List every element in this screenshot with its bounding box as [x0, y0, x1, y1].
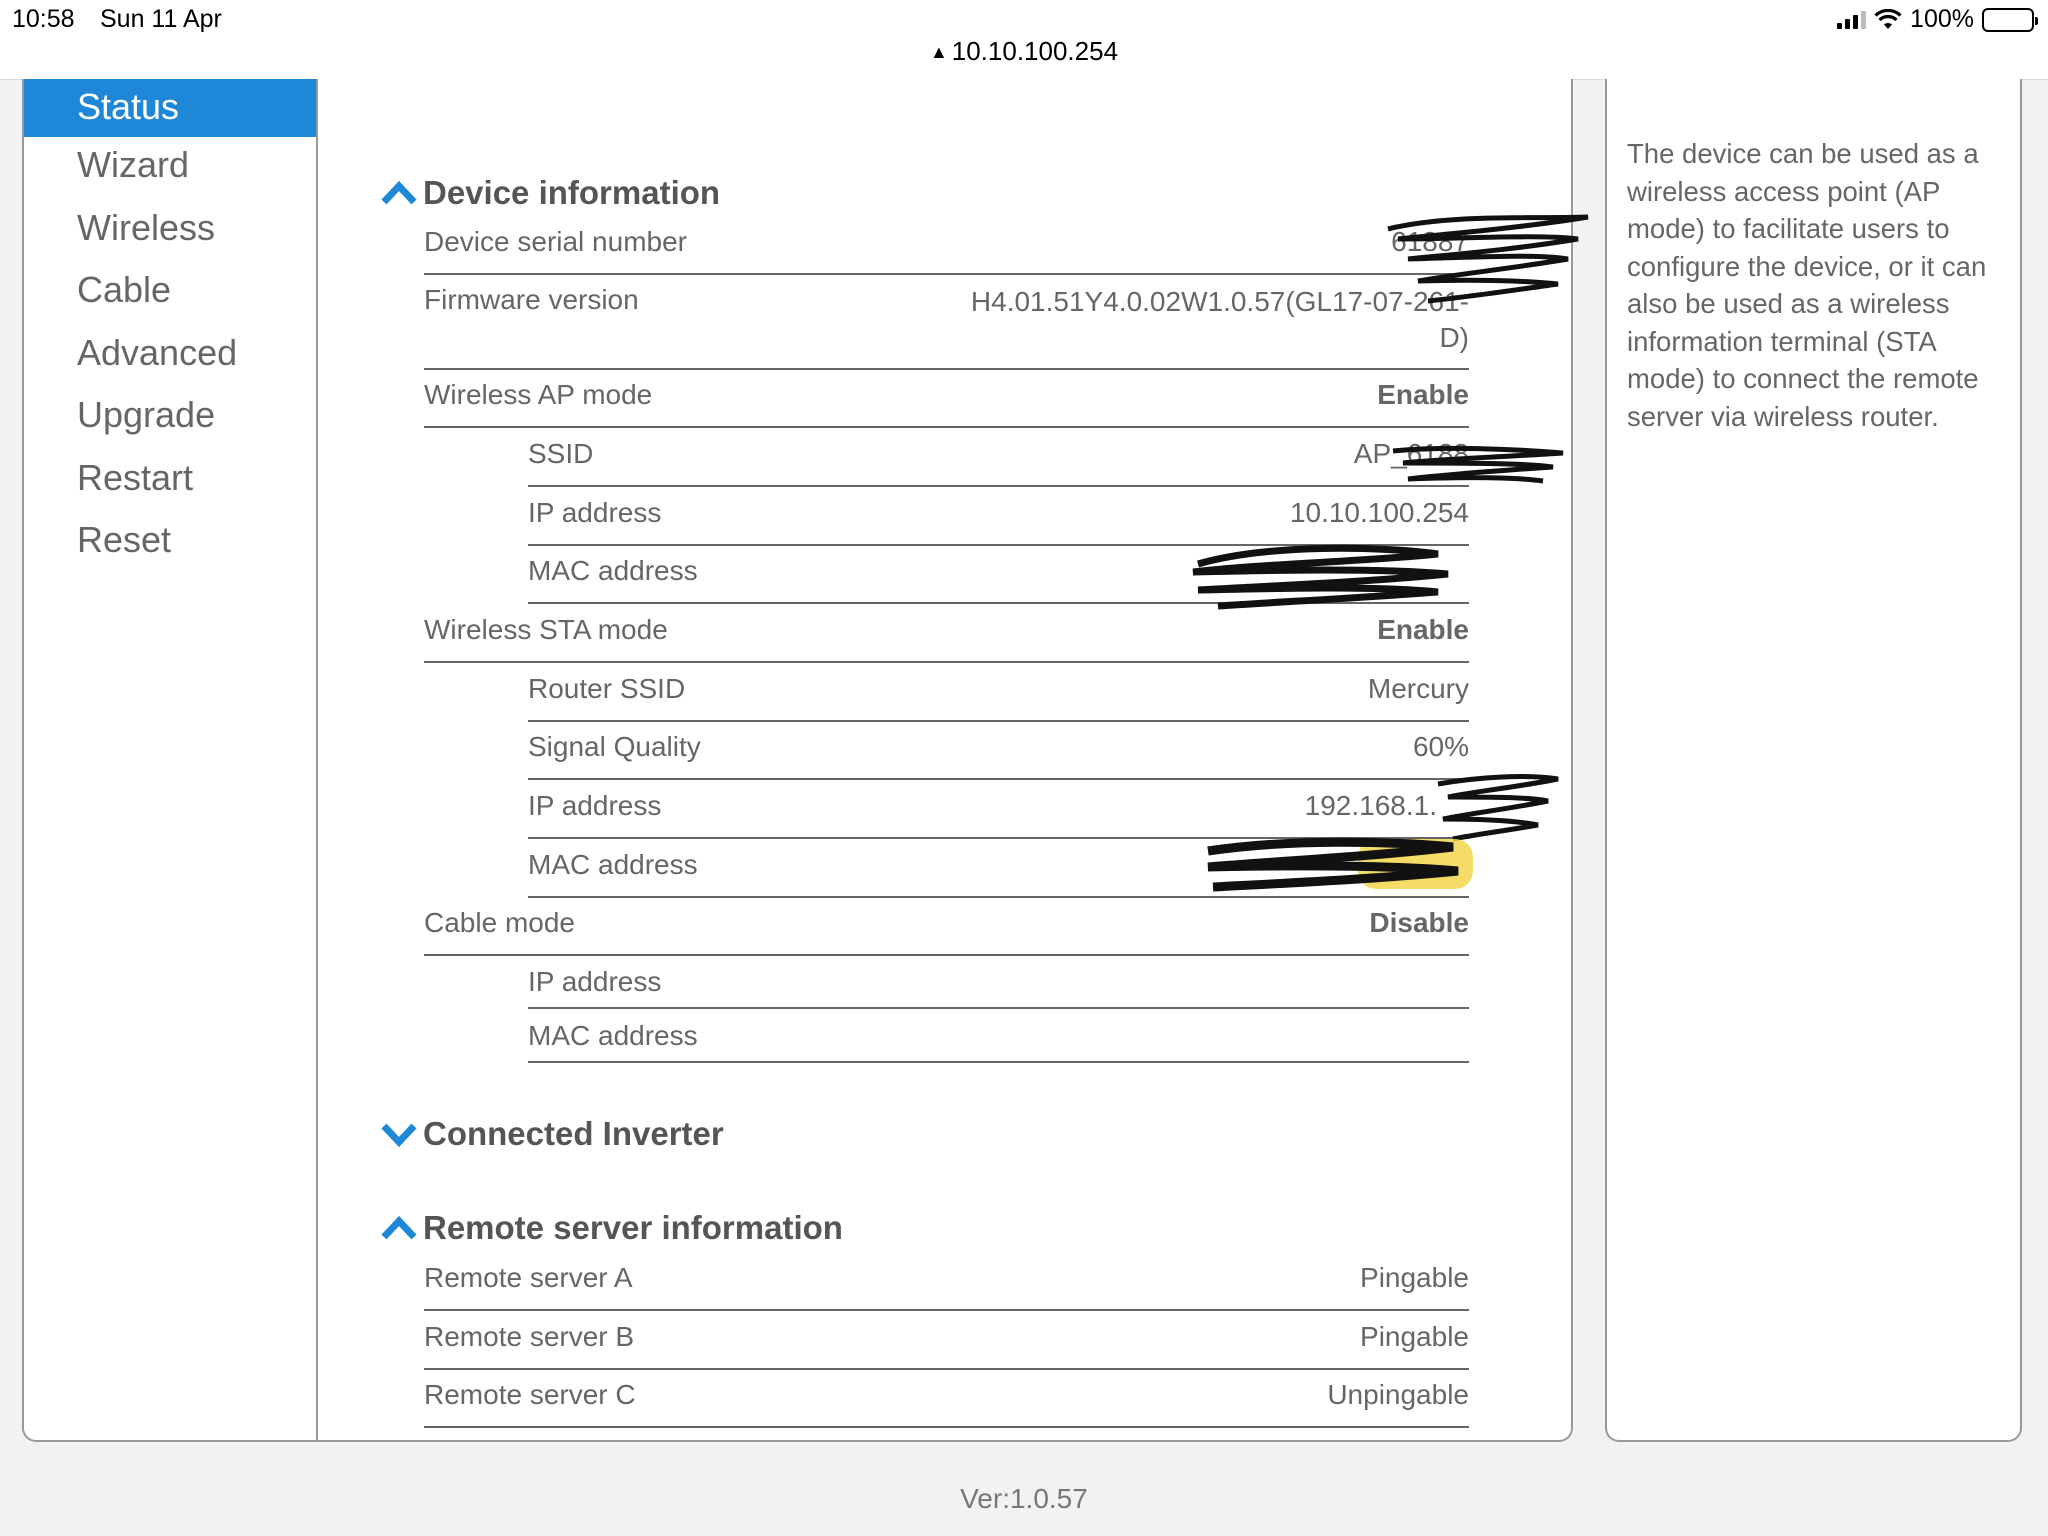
- row-value: Enable: [1377, 614, 1469, 645]
- cellular-signal-icon: [1837, 11, 1866, 29]
- row-firmware-version: [424, 284, 1469, 370]
- firmware-value-line1: H4.01.51Y4.0.02W1.0.57(GL17-07-261-: [970, 286, 1469, 317]
- row-remote-server-c: [424, 1379, 1469, 1428]
- battery-icon: [1982, 8, 2034, 32]
- device-information-title: Device information: [423, 174, 721, 211]
- row-value: 61887: [1391, 226, 1469, 257]
- row-sta-ip-address: [528, 790, 1469, 839]
- version-footer: Ver:1.0.57: [960, 1483, 1088, 1514]
- row-label: Remote server A: [424, 1262, 633, 1293]
- row-ap-ssid: [528, 438, 1469, 487]
- row-label: MAC address: [528, 849, 698, 880]
- row-wireless-sta-mode: [424, 614, 1469, 663]
- main-content: [316, 79, 1573, 1442]
- connected-inverter-header[interactable]: [381, 1115, 724, 1153]
- row-device-serial: [424, 226, 1469, 275]
- row-cable-mode: [424, 907, 1469, 956]
- row-value: Unpingable: [1327, 1379, 1469, 1410]
- url-text: 10.10.100.254: [951, 36, 1119, 66]
- row-remote-server-a: [424, 1262, 1469, 1311]
- row-value: 10.10.100.254: [1289, 497, 1469, 528]
- sidebar-nav: [22, 79, 317, 1442]
- wifi-icon: [1874, 9, 1902, 31]
- nav-item-wizard[interactable]: Wizard: [77, 144, 190, 185]
- row-ap-mac-address: [528, 555, 1469, 604]
- row-label: Firmware version: [424, 284, 639, 315]
- nav-item-upgrade[interactable]: Upgrade: [77, 394, 216, 435]
- row-sta-mac-address: [528, 849, 1469, 898]
- row-value: AP_6188: [1353, 438, 1469, 469]
- row-label: Device serial number: [424, 226, 687, 257]
- remote-server-title: Remote server information: [423, 1209, 843, 1246]
- ios-status-bar: [0, 0, 2048, 80]
- nav-item-advanced[interactable]: Advanced: [77, 331, 238, 373]
- nav-item-status[interactable]: Status: [24, 79, 317, 137]
- row-value: Disable: [1369, 907, 1469, 938]
- warning-triangle-icon: ▲: [929, 42, 948, 62]
- row-label: Wireless AP mode: [424, 379, 653, 410]
- row-label: SSID: [528, 438, 594, 469]
- nav-item-restart[interactable]: Restart: [77, 456, 194, 498]
- help-panel: [1605, 79, 2022, 1442]
- firmware-value-line2: D): [1439, 322, 1469, 353]
- row-label: IP address: [528, 790, 662, 821]
- row-cable-ip-address: [528, 966, 1469, 1009]
- chevron-up-icon: [381, 180, 417, 206]
- row-wireless-ap-mode: [424, 379, 1469, 428]
- row-cable-mac-address: [528, 1020, 1469, 1063]
- row-value: [971, 284, 1469, 356]
- row-ap-ip-address: [528, 497, 1469, 546]
- row-label: Cable mode: [424, 907, 575, 938]
- row-value: Mercury: [1367, 673, 1469, 704]
- row-value: Pingable: [1360, 1321, 1469, 1352]
- clock-time: 10:58: [12, 5, 75, 33]
- battery-percent: 100%: [1910, 5, 1974, 33]
- clock-date: Sun 11 Apr: [100, 5, 222, 33]
- row-label: Router SSID: [528, 673, 686, 704]
- row-value: 60%: [1412, 731, 1469, 762]
- row-value: Pingable: [1360, 1262, 1469, 1293]
- row-remote-server-b: [424, 1321, 1469, 1370]
- chevron-up-icon: [381, 1215, 417, 1241]
- row-value: Enable: [1377, 379, 1469, 410]
- row-label: IP address: [528, 497, 662, 528]
- row-label: Remote server C: [424, 1379, 636, 1410]
- remote-server-header[interactable]: [381, 1209, 843, 1247]
- connected-inverter-title: Connected Inverter: [423, 1115, 724, 1152]
- row-router-ssid: [528, 673, 1469, 722]
- nav-item-cable[interactable]: Cable: [77, 269, 172, 310]
- row-value: 192.168.1.: [1304, 790, 1437, 821]
- status-indicators: [1837, 5, 2034, 34]
- row-label: Remote server B: [424, 1321, 635, 1352]
- row-signal-quality: [528, 731, 1469, 780]
- row-label: MAC address: [528, 555, 698, 586]
- help-text: The device can be used as a wireless access point (AP mode) to facilitate users to configure the device, or it can also be used as a wireless information terminal (STA mode) to connect the remote server via wireless router.: [1627, 138, 1987, 432]
- nav-item-wireless[interactable]: Wireless: [77, 206, 216, 248]
- device-information-header[interactable]: [381, 174, 720, 212]
- address-bar[interactable]: [0, 36, 2048, 67]
- nav-item-reset[interactable]: Reset: [77, 519, 172, 560]
- row-label: MAC address: [528, 1020, 698, 1051]
- row-label: Signal Quality: [528, 731, 701, 762]
- row-label: IP address: [528, 966, 662, 997]
- row-label: Wireless STA mode: [424, 614, 668, 645]
- chevron-down-icon: [381, 1121, 417, 1147]
